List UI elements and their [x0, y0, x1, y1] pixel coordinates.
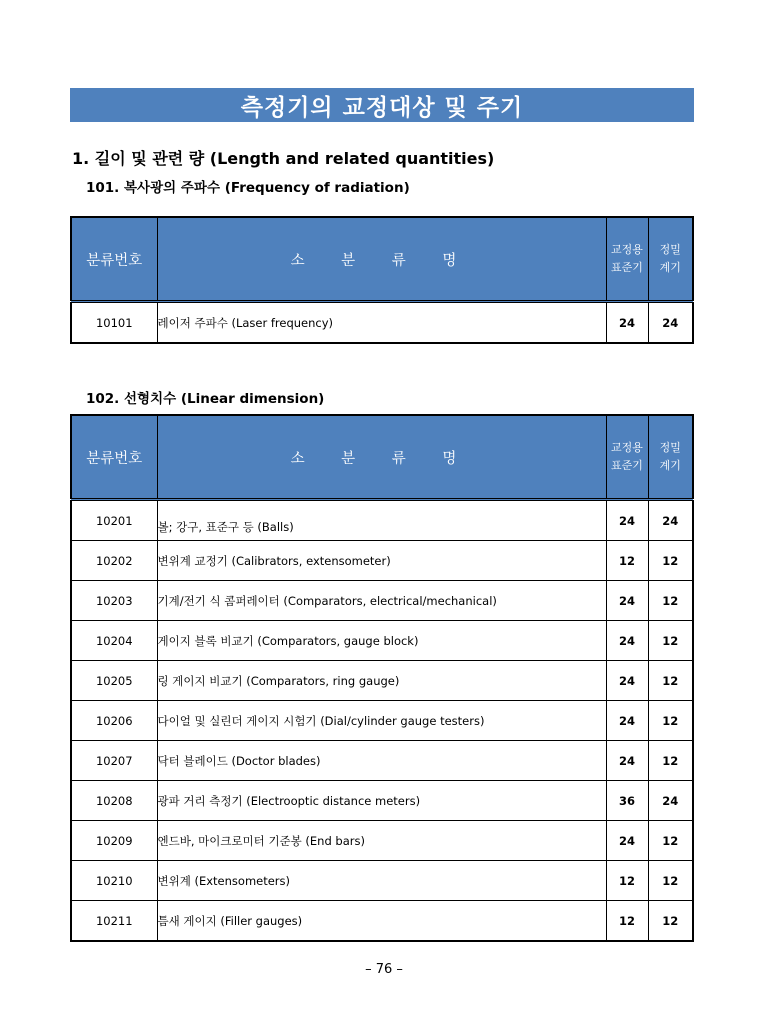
row-precision-period: 12 — [648, 661, 693, 701]
row-code: 10101 — [71, 302, 157, 344]
row-name: 변위계 (Extensometers) — [157, 861, 606, 901]
table-row — [71, 581, 693, 621]
row-precision-period: 24 — [648, 781, 693, 821]
row-code: 10210 — [71, 861, 157, 901]
header-standard: 교정용 표준기 — [606, 415, 648, 500]
row-code: 10204 — [71, 621, 157, 661]
row-code: 10211 — [71, 901, 157, 942]
row-standard-period: 24 — [606, 701, 648, 741]
header-name: 소 분 류 명 — [157, 415, 606, 500]
row-name: 변위계 교정기 (Calibrators, extensometer) — [157, 541, 606, 581]
table-row — [71, 302, 693, 344]
header-code: 분류번호 — [71, 217, 157, 302]
row-standard-period: 24 — [606, 302, 648, 344]
header-code: 분류번호 — [71, 415, 157, 500]
row-precision-period: 12 — [648, 541, 693, 581]
row-code: 10201 — [71, 500, 157, 541]
row-name: 틈새 게이지 (Filler gauges) — [157, 901, 606, 942]
row-name: 광파 거리 측정기 (Electrooptic distance meters) — [157, 781, 606, 821]
table-row — [71, 861, 693, 901]
row-name: 볼; 강구, 표준구 등 (Balls) — [157, 500, 606, 541]
row-precision-period: 24 — [648, 500, 693, 541]
row-precision-period: 12 — [648, 581, 693, 621]
table-row — [71, 500, 693, 541]
row-name: 엔드바, 마이크로미터 기준봉 (End bars) — [157, 821, 606, 861]
table-row — [71, 661, 693, 701]
row-standard-period: 24 — [606, 621, 648, 661]
row-standard-period: 12 — [606, 861, 648, 901]
row-standard-period: 12 — [606, 541, 648, 581]
subsection-heading-101: 101. 복사광의 주파수 (Frequency of radiation) — [86, 180, 410, 196]
header-precision: 정밀 계기 — [648, 415, 693, 500]
table-row — [71, 541, 693, 581]
table-row — [71, 621, 693, 661]
page-number: – 76 – — [365, 962, 403, 977]
row-name: 게이지 블록 비교기 (Comparators, gauge block) — [157, 621, 606, 661]
row-code: 10203 — [71, 581, 157, 621]
row-precision-period: 12 — [648, 621, 693, 661]
row-standard-period: 12 — [606, 901, 648, 942]
row-name: 레이저 주파수 (Laser frequency) — [157, 302, 606, 344]
row-code: 10206 — [71, 701, 157, 741]
row-code: 10202 — [71, 541, 157, 581]
row-name: 링 게이지 비교기 (Comparators, ring gauge) — [157, 661, 606, 701]
table-101 — [70, 216, 694, 344]
row-standard-period: 24 — [606, 821, 648, 861]
table-header-row — [71, 217, 693, 302]
row-name: 기계/전기 식 콤퍼레이터 (Comparators, electrical/mechanical) — [157, 581, 606, 621]
row-name: 닥터 블레이드 (Doctor blades) — [157, 741, 606, 781]
row-standard-period: 24 — [606, 661, 648, 701]
row-precision-period: 12 — [648, 821, 693, 861]
subsection-heading-102: 102. 선형치수 (Linear dimension) — [86, 391, 325, 407]
row-code: 10208 — [71, 781, 157, 821]
row-standard-period: 24 — [606, 741, 648, 781]
row-code: 10209 — [71, 821, 157, 861]
table-row — [71, 781, 693, 821]
row-precision-period: 24 — [648, 302, 693, 344]
row-precision-period: 12 — [648, 861, 693, 901]
row-precision-period: 12 — [648, 741, 693, 781]
section-heading: 1. 길이 및 관련 량 (Length and related quantities) — [72, 149, 495, 168]
header-standard: 교정용 표준기 — [606, 217, 648, 302]
table-header-row — [71, 415, 693, 500]
table-row — [71, 821, 693, 861]
page-title: 측정기의 교정대상 및 주기 — [70, 88, 694, 122]
row-standard-period: 36 — [606, 781, 648, 821]
row-name: 다이얼 및 실린더 게이지 시험기 (Dial/cylinder gauge testers) — [157, 701, 606, 741]
row-standard-period: 24 — [606, 500, 648, 541]
table-row — [71, 741, 693, 781]
header-name: 소 분 류 명 — [157, 217, 606, 302]
row-standard-period: 24 — [606, 581, 648, 621]
row-code: 10205 — [71, 661, 157, 701]
row-code: 10207 — [71, 741, 157, 781]
header-precision: 정밀 계기 — [648, 217, 693, 302]
table-102 — [70, 414, 694, 942]
table-row — [71, 901, 693, 942]
table-row — [71, 701, 693, 741]
row-precision-period: 12 — [648, 901, 693, 942]
row-precision-period: 12 — [648, 701, 693, 741]
